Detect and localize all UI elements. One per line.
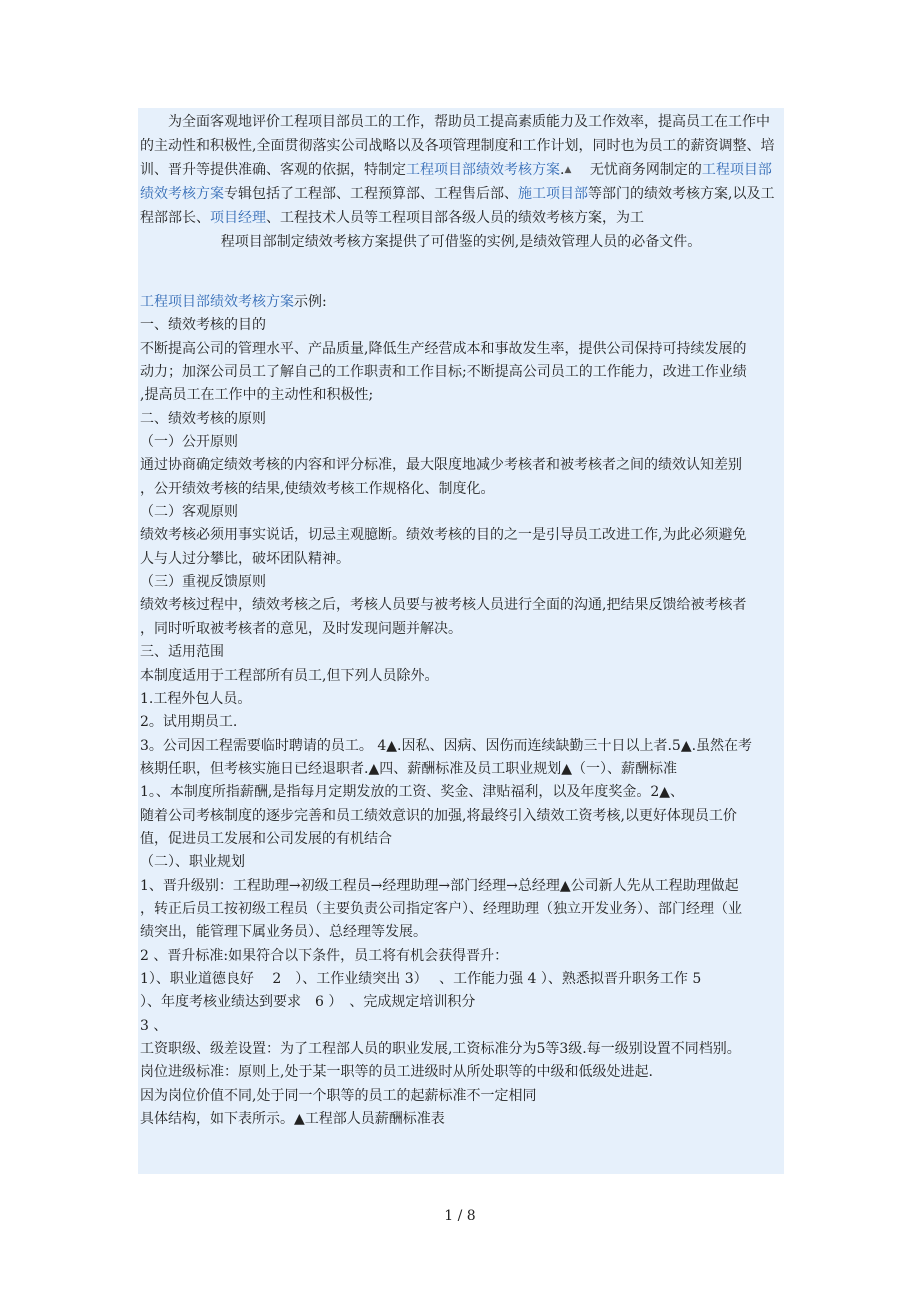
- body-line: 因为岗位价值不同,处于同一个职等的员工的起薪标准不一定相同: [140, 1087, 537, 1104]
- body-line: 1、晋升级别：工程助理→初级工程员→经理助理→部门经理→总经理▲公司新人先从工程助理做起: [140, 877, 739, 894]
- example-plan-link[interactable]: 工程项目部绩效考核方案: [140, 294, 294, 310]
- body-line: 岗位进级标准：原则上,处于某一职等的员工进级时从所处职等的中级和低级处进起.: [140, 1064, 653, 1081]
- body-line: 2 、晋升标准:如果符合以下条件，员工将有机会获得晋升：: [140, 947, 509, 964]
- body-line: 不断提高公司的管理水平、产品质量,降低生产经营成本和事故发生率，提供公司保持可持续发展的: [140, 340, 747, 357]
- body-line: 具体结构，如下表所示。▲工程部人员薪酬标准表: [140, 1111, 445, 1128]
- body-line: ，转正后员工按初级工程员（主要负责公司指定客户）、经理助理（独立开发业务）、部门经理（业: [140, 900, 742, 917]
- triangle-marker-icon: ▲: [564, 165, 572, 175]
- construction-dept-link[interactable]: 施工项目部: [518, 186, 588, 202]
- intro-text-roles: 等部门的绩效考核方案,以及工程部部长、: [140, 186, 775, 226]
- body-line: （二）客观原则: [140, 504, 238, 521]
- body-line: 随着公司考核制度的逐步完善和员工绩效意识的加强,将最终引入绩效工资考核,以更好体现员工价: [140, 807, 737, 824]
- body-line: 人与人过分攀比，破坏团队精神。: [140, 550, 350, 567]
- body-line: 1。、本制度所指薪酬,是指每月定期发放的工资、奖金、津贴福利，以及年度奖金。2▲、: [140, 784, 685, 801]
- body-line: ，同时听取被考核者的意见，及时发现问题并解决。: [140, 620, 462, 637]
- intro-text-period: .: [560, 162, 565, 178]
- intro-text-departments: 专辑包括了工程部、工程预算部、工程售后部、: [224, 186, 518, 202]
- body-line: 三、适用范围: [140, 644, 224, 661]
- body-line: 二、绩效考核的原则: [140, 410, 266, 427]
- body-line: （三）重视反馈原则: [140, 574, 266, 591]
- page-number: 1 / 8: [444, 1208, 476, 1224]
- document-body: [140, 291, 782, 1131]
- body-line: 通过协商确定绩效考核的内容和评分标准，最大限度地减少考核者和被考核者之间的绩效认知差别: [140, 457, 742, 474]
- body-line: 值，促进员工发展和公司发展的有机结合: [140, 830, 392, 847]
- plan-topic-link[interactable]: 工程项目部绩效考核方案: [140, 162, 772, 202]
- intro-paragraph: [140, 110, 782, 230]
- body-line: ，公开绩效考核的结果,使绩效考核工作规格化、制度化。: [140, 480, 495, 497]
- body-line: （一）公开原则: [140, 434, 238, 451]
- body-line: 2。试用期员工.: [140, 714, 238, 731]
- body-line: ）、年度考核业绩达到要求 6 ） 、完成规定培训积分: [140, 994, 476, 1011]
- example-heading: [140, 291, 782, 314]
- intro-text-tail: 、工程技术人员等工程项目部各级人员的绩效考核方案，为工: [266, 210, 644, 226]
- plan-link[interactable]: 工程项目部绩效考核方案: [406, 162, 560, 178]
- body-line: 本制度适用于工程部所有员工,但下列人员除外。: [140, 667, 439, 684]
- body-line: 1）、职业道德良好 2 ）、工作业绩突出 3） 、工作能力强 4 ）、熟悉拟晋升职务工作 5: [140, 970, 702, 987]
- intro-text: 为全面客观地评价工程项目部员工的工作，帮助员工提高素质能力及工作效率，提高员工在工作中的主动性和积极性,全面贯彻落实公司战略以及各项管理制度和工作计划，同时也为员工的薪资调整、培训、晋升等提供准确、客观的依据，特制定: [140, 114, 775, 178]
- intro-closing: 程项目部制定绩效考核方案提供了可借鉴的实例,是绩效管理人员的必备文件。: [220, 234, 702, 250]
- body-line: 一、绩效考核的目的: [140, 317, 266, 334]
- intro-section: [140, 110, 782, 254]
- body-line: 3 、: [140, 1017, 168, 1034]
- body-line: 绩效考核必须用事实说话，切忌主观臆断。绩效考核的目的之一是引导员工改进工作,为此必须避免: [140, 527, 747, 544]
- intro-text-site: 无忧商务网制定的: [571, 162, 702, 178]
- body-line: （二）、职业规划: [140, 854, 245, 871]
- body-line: 动力；加深公司员工了解自己的工作职责和工作目标;不断提高公司员工的工作能力，改进工作业绩: [140, 364, 747, 381]
- body-line: 工资职级、级差设置：为了工程部人员的职业发展,工资标准分为5等3级.每一级别设置不同档别。: [140, 1041, 741, 1057]
- body-line: 3。公司因工程需要临时聘请的员工。 4▲.因私、因病、因伤而连续缺勤三十日以上者.5▲.虽然在考: [140, 737, 753, 754]
- example-suffix: 示例:: [294, 294, 327, 310]
- body-line: 绩突出，能管理下属业务员）、总经理等发展。: [140, 924, 427, 941]
- body-line: 核期任职，但考核实施日已经退职者.▲四、薪酬标准及员工职业规划▲（一）、薪酬标准: [140, 760, 677, 777]
- body-line: 绩效考核过程中，绩效考核之后，考核人员要与被考核人员进行全面的沟通,把结果反馈给被考核者: [140, 597, 747, 614]
- body-line: ,提高员工在工作中的主动性和积极性;: [140, 387, 374, 404]
- project-manager-link[interactable]: 项目经理: [210, 210, 266, 226]
- body-line: 1.工程外包人员。: [140, 690, 252, 707]
